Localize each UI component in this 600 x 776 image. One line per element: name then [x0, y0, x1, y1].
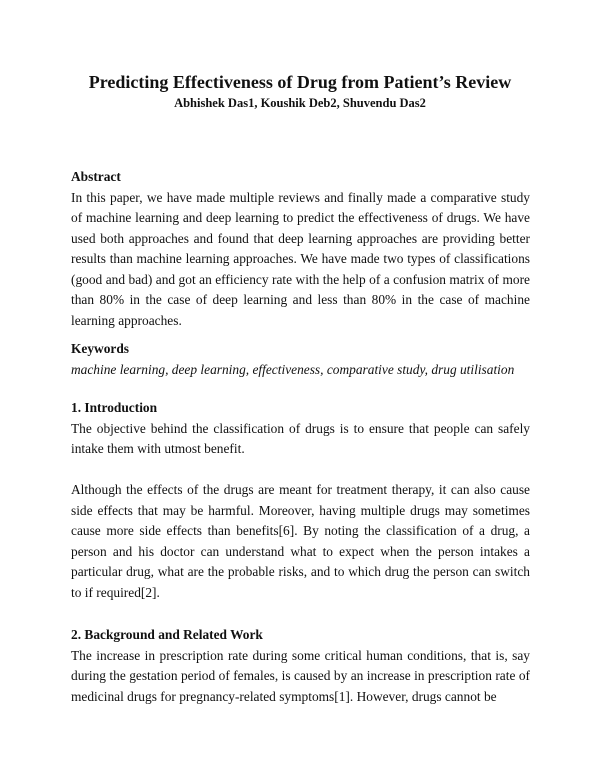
- abstract-heading: Abstract: [71, 169, 121, 184]
- background-heading: 2. Background and Related Work: [71, 627, 263, 642]
- abstract-section: [71, 167, 530, 331]
- keywords-text: machine learning, deep learning, effectiveness, comparative study, drug utilisation: [71, 361, 515, 377]
- background-paragraph-1: The increase in prescription rate during some critical human conditions, that is, say during the gestation period of females, is caused by an increase in prescription rate of medicinal drugs for pregnancy-related symptoms[1]. However, drugs cannot be: [71, 647, 530, 704]
- background-section: [71, 625, 530, 707]
- introduction-paragraph-2: Although the effects of the drugs are meant for treatment therapy, it can also cause side effects that may be harmful. Moreover, having multiple drugs may sometimes cause more side effects than benefits[6]. By noting the classification of a drug, a person and his doctor can understand what to expect when the person intakes a particular drug, what are the probable risks, and to which drug the person can switch to if required[2].: [71, 482, 530, 600]
- introduction-paragraph-1: The objective behind the classification of drugs is to ensure that people can safely intake them with utmost benefit.: [71, 420, 530, 456]
- abstract-text: In this paper, we have made multiple reviews and finally made a comparative study of machine learning and deep learning to predict the effectiveness of drugs. We have used both approaches and found that deep learning approaches are providing better results than machine learning approaches. We have made two types of classifications (good and bad) and got an efficiency rate with the help of a confusion matrix of more than 80% in the case of deep learning and less than 80% in the case of machine learning approaches.: [71, 189, 530, 328]
- introduction-section: [71, 398, 530, 603]
- paper-title: Predicting Effectiveness of Drug from Patient’s Review: [88, 72, 512, 92]
- keywords-section: [71, 339, 530, 380]
- paper-authors: Abhishek Das1, Koushik Deb2, Shuvendu Das2: [174, 96, 426, 110]
- keywords-heading: Keywords: [71, 341, 130, 356]
- introduction-heading: 1. Introduction: [71, 400, 158, 415]
